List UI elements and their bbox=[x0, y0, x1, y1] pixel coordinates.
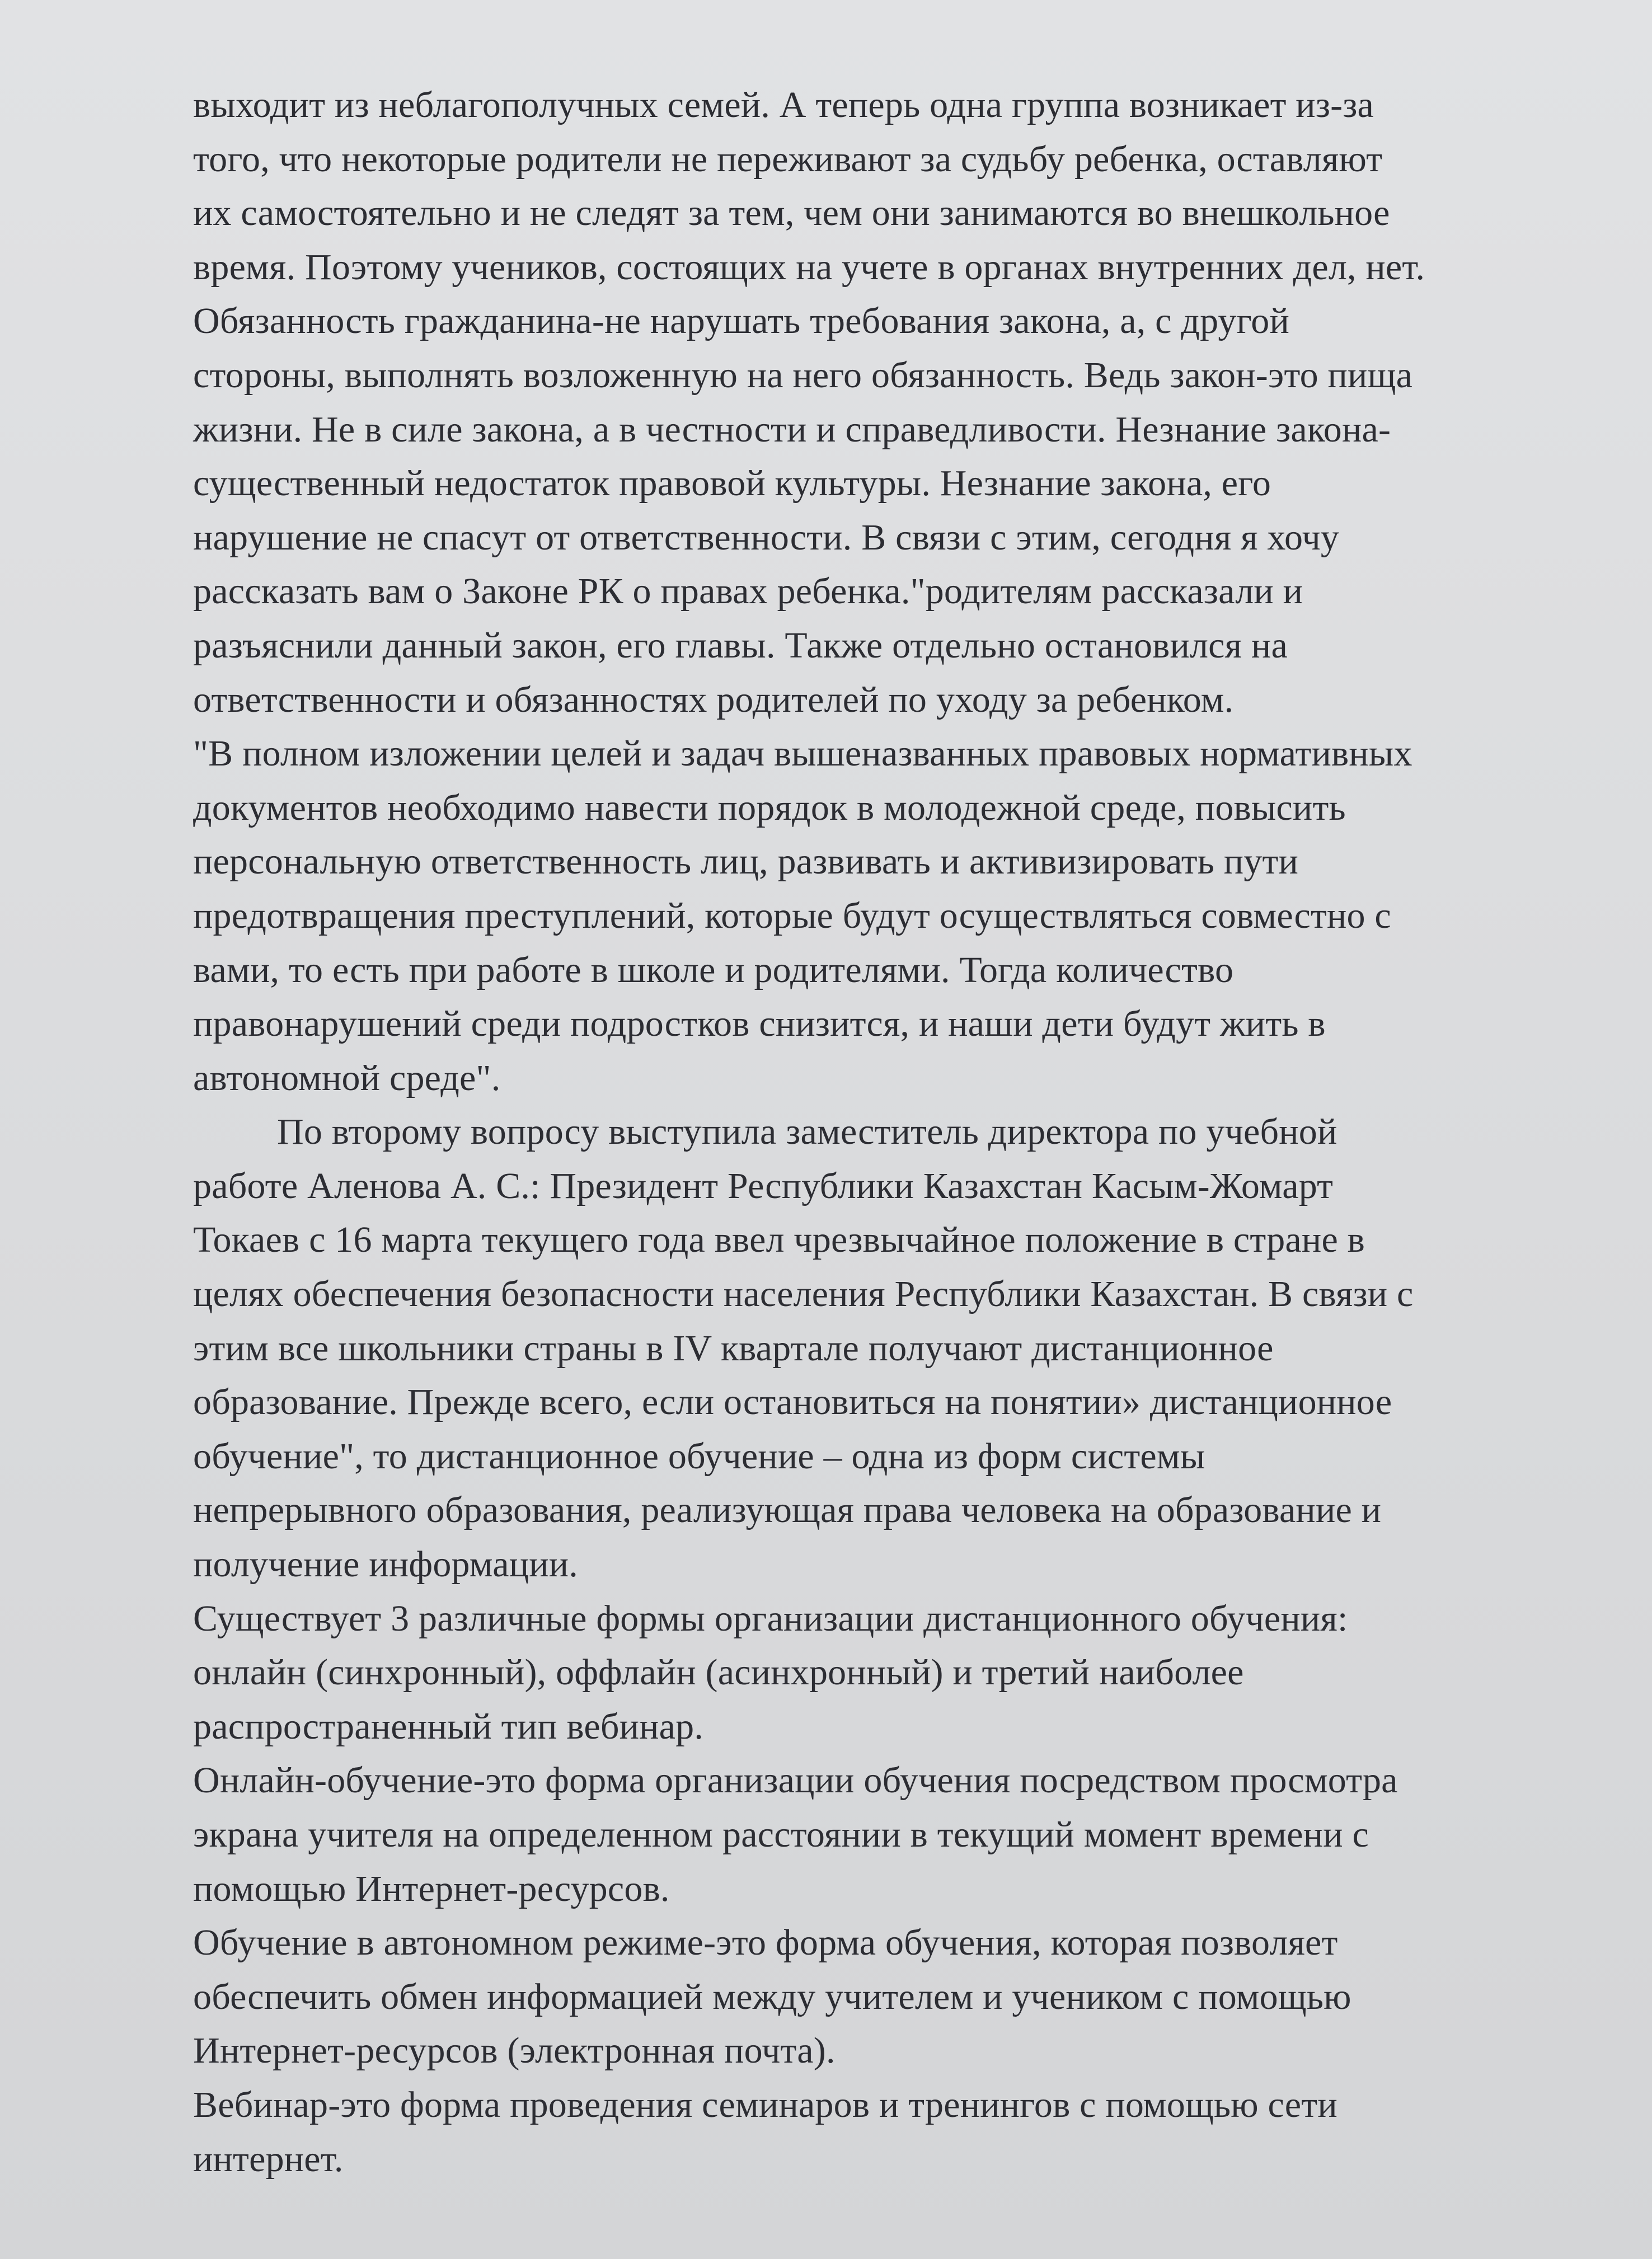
text-line: распространенный тип вебинар. bbox=[193, 1706, 704, 1747]
text-line: жизни. Не в силе закона, а в честности и справедливости. Незнание закона- bbox=[193, 408, 1391, 450]
text-line: обеспечить обмен информацией между учителем и учеником с помощью bbox=[193, 1976, 1351, 2017]
text-line: целях обеспечения безопасности населения Республики Казахстан. В связи с bbox=[193, 1274, 1414, 1315]
text-line: Вебинар-это форма проведения семинаров и тренингов с помощью сети bbox=[193, 2084, 1337, 2125]
text-line: экрана учителя на определенном расстоянии в текущий момент времени с bbox=[193, 1814, 1369, 1855]
text-line: обучение", то дистанционное обучение – одна из форм системы bbox=[193, 1435, 1205, 1477]
text-line: Онлайн-обучение-это форма организации обучения посредством просмотра bbox=[193, 1760, 1398, 1801]
text-line: "В полном изложении целей и задач вышеназванных правовых нормативных bbox=[193, 733, 1412, 774]
text-line: Обучение в автономном режиме-это форма обучения, которая позволяет bbox=[193, 1922, 1338, 1964]
text-line: Обязанность гражданина-не нарушать требования закона, а, с другой bbox=[193, 300, 1289, 342]
text-line: время. Поэтому учеников, состоящих на учете в органах внутренних дел, нет. bbox=[193, 246, 1425, 288]
text-line: онлайн (синхронный), оффлайн (асинхронный) и третий наиболее bbox=[193, 1652, 1244, 1693]
document-body bbox=[193, 78, 1575, 2186]
text-line: рассказать вам о Законе РК о правах ребенка."родителям рассказали и bbox=[193, 571, 1303, 612]
text-line: разъяснили данный закон, его главы. Также отдельно остановился на bbox=[193, 624, 1288, 666]
text-line: работе Аленова А. С.: Президент Республики Казахстан Касым-Жомарт bbox=[193, 1165, 1334, 1206]
text-line: вами, то есть при работе в школе и родителями. Тогда количество bbox=[193, 949, 1234, 990]
text-line: нарушение не спасут от ответственности. В связи с этим, сегодня я хочу bbox=[193, 516, 1340, 558]
text-line: выходит из неблагополучных семей. А теперь одна группа возникает из-за bbox=[193, 84, 1374, 125]
text-line: Интернет-ресурсов (электронная почта). bbox=[193, 2030, 836, 2072]
text-line: этим все школьники страны в IV квартале получают дистанционное bbox=[193, 1327, 1274, 1369]
text-line: документов необходимо навести порядок в молодежной среде, повысить bbox=[193, 787, 1346, 828]
text-line: стороны, выполнять возложенную на него обязанность. Ведь закон-это пища bbox=[193, 354, 1413, 396]
text-line: Существует 3 различные формы организации дистанционного обучения: bbox=[193, 1598, 1348, 1639]
text-line: существенный недостаток правовой культуры. Незнание закона, его bbox=[193, 463, 1271, 504]
text-line: того, что некоторые родители не переживают за судьбу ребенка, оставляют bbox=[193, 138, 1383, 180]
text-line: получение информации. bbox=[193, 1544, 578, 1585]
text-line: правонарушений среди подростков снизится, и наши дети будут жить в bbox=[193, 1003, 1326, 1045]
text-line: Токаев с 16 марта текущего года ввел чрезвычайное положение в стране в bbox=[193, 1219, 1365, 1261]
text-line: ответственности и обязанностях родителей по уходу за ребенком. bbox=[193, 679, 1234, 720]
paragraph-first-line: По второму вопросу выступила заместитель директора по учебной bbox=[277, 1111, 1337, 1153]
text-line: помощью Интернет-ресурсов. bbox=[193, 1868, 670, 1909]
text-line: их самостоятельно и не следят за тем, чем они занимаются во внешкольное bbox=[193, 192, 1390, 234]
text-line: автономной среде". bbox=[193, 1057, 501, 1098]
text-line: непрерывного образования, реализующая права человека на образование и bbox=[193, 1490, 1382, 1531]
text-line: образование. Прежде всего, если остановиться на понятии» дистанционное bbox=[193, 1382, 1392, 1423]
text-line: предотвращения преступлений, которые будут осуществляться совместно с bbox=[193, 895, 1391, 936]
text-line: персональную ответственность лиц, развивать и активизировать пути bbox=[193, 841, 1299, 882]
text-line: интернет. bbox=[193, 2138, 344, 2180]
